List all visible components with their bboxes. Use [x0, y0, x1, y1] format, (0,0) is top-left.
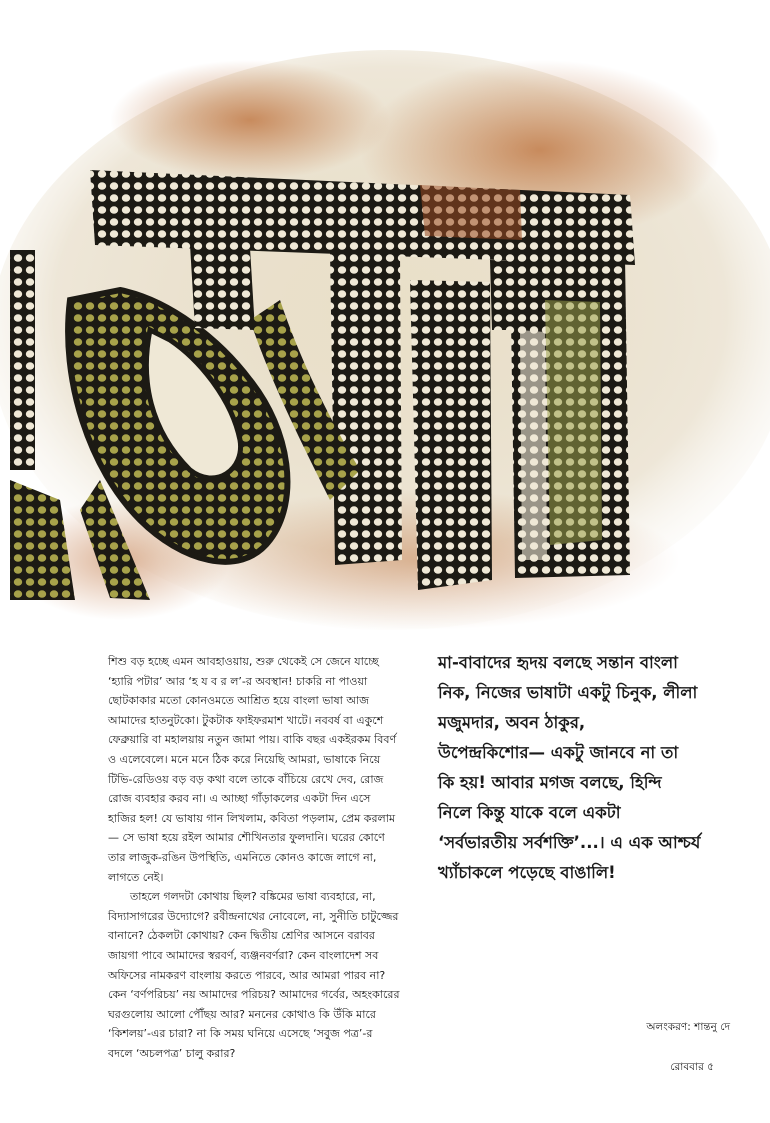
pull-quote-line: উপেন্দ্রকিশোর— একটু জানবে না তা: [438, 743, 679, 762]
pull-quote-line: মজুমদার, অবন ঠাকুর,: [438, 713, 586, 732]
pull-quote-line: খ্যাঁচাকলে পড়েছে বাঙালি!: [438, 863, 616, 882]
pull-quote-line: কি হয়! আবার মগজ বলছে, হিন্দি: [438, 773, 662, 792]
pull-quote: [438, 648, 738, 888]
body-paragraph: শিশু বড় হচ্ছে এমন আবহাওয়ায়, শুরু থেকেই সে জেনে যাচ্ছে ‘হ্যারি পটার’ আর ‘হ য ব র ল’-র অবস্থান! চাকরি না পাওয়া ছোটকাকার মতো কোনওমতে আশ্রিত হয়ে বাংলা ভাষা আজ আমাদের হাতনুটকো। টুকটাক ফাইফরমাশ খাটে। নববর্ষ বা একুশে ফেব্রুয়ারি বা মহালয়ায় নতুন জামা পায়। বাকি বছর একইরকম বিবর্ণ ও এলেবেলে। মনে মনে ঠিক করে নিয়েছি আমরা, ভাষাকে নিয়ে টিভি-রেডিওয় বড় বড় কথা বলে তাকে বাঁচিয়ে রেখে দেব, রোজ রোজ ব্যবহার করব না। এ আচ্ছা গাঁড়াকলের একটা দিন এসে হাজির হল! যে ভাষায় গান লিখলাম, কবিতা পড়লাম, প্রেম করলাম— সে ভাষা হয়ে রইল আমার শৌখিনতার ফুলদানি। ঘরের কোণে তার লাজুক-রঙিন উপস্থিতি, এমনিতে কোনও কাজে লাগে না, লাগতে নেই।: [108, 655, 397, 884]
pull-quote-line: ‘সর্বভারতীয় সর্বশক্তি’...। এ এক আশ্চর্য: [438, 833, 701, 852]
pull-quote-line: মা-বাবাদের হৃদয় বলছে সন্তান বাংলা: [438, 653, 678, 672]
pull-quote-line: নিলে কিন্তু যাকে বলে একটা: [438, 803, 621, 822]
article-body: [108, 652, 400, 1063]
body-paragraph: তাহলে গলদটা কোথায় ছিল? বঙ্কিমের ভাষা ব্যবহারে, না, বিদ্যাসাগরের উদ্যোগে? রবীন্দ্রনাথের নোবেলে, না, সুনীতি চাটুজ্জের বানানে? ঠেকলটা কোথায়? কেন দ্বিতীয় শ্রেণির আসনে বরাবর জায়গা পাবে আমাদের স্বরবর্ণ, ব্যঞ্জনবর্ণরা? কেন বাংলাদেশ সব অফিসের নামকরণ বাংলায় করতে পারবে, আর আমরা পারব না? কেন ‘বর্ণপরিচয়’ নয় আমাদের পরিচয়? আমাদের গর্বের, অহংকারের ঘরগুলোয় আলো পৌঁছয় আর? মননের কোথাও কি উঁকি মারে ‘কিশলয়’-এর চারা? না কি সময় ঘনিয়ে এসেছে ‘সবুজ পত্র’-র বদলে ‘অচলপত্র’ চালু করার?: [108, 890, 400, 1060]
pull-quote-line: নিক, নিজের ভাষাটা একটু চিনুক, লীলা: [438, 683, 698, 702]
page-folio: রোববার ৫: [670, 1061, 714, 1073]
illustration-credit: অলংকরণ: শান্তনু দে: [646, 1021, 730, 1033]
